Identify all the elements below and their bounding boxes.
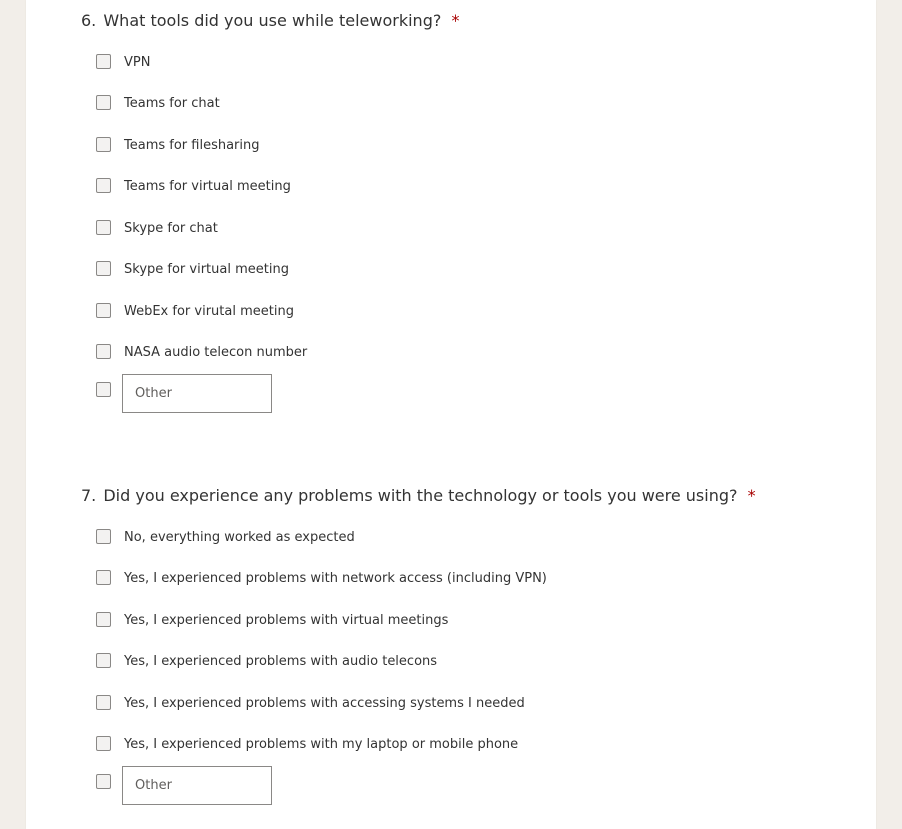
form-card	[26, 0, 876, 829]
checkbox[interactable]	[96, 529, 111, 544]
option-label: Teams for chat	[124, 96, 220, 111]
option-label: No, everything worked as expected	[124, 530, 355, 545]
question-text: What tools did you use while teleworking?	[103, 11, 442, 30]
checkbox[interactable]	[96, 774, 111, 789]
option-label: Skype for chat	[124, 221, 218, 236]
question-6	[81, 10, 460, 360]
checkbox[interactable]	[96, 303, 111, 318]
checkbox[interactable]	[96, 261, 111, 276]
option-label: Yes, I experienced problems with my laptop or mobile phone	[124, 737, 519, 752]
checkbox[interactable]	[96, 570, 111, 585]
other-input[interactable]	[122, 766, 272, 805]
checkbox[interactable]	[96, 220, 111, 235]
question-title	[81, 10, 459, 32]
question-number: 7.	[81, 486, 97, 505]
question-text: Did you experience any problems with the technology or tools you were using?	[103, 486, 738, 505]
checkbox[interactable]	[96, 653, 111, 668]
checkbox[interactable]	[96, 137, 111, 152]
checkbox[interactable]	[96, 736, 111, 751]
checkbox[interactable]	[96, 382, 111, 397]
option-label: Yes, I experienced problems with virtual meetings	[124, 613, 449, 628]
required-asterisk: *	[451, 11, 460, 30]
option-label: Yes, I experienced problems with network access (including VPN)	[124, 571, 547, 586]
required-asterisk: *	[747, 486, 756, 505]
checkbox[interactable]	[96, 695, 111, 710]
option-label: Teams for virtual meeting	[124, 179, 291, 194]
option-label: Teams for filesharing	[124, 138, 260, 153]
question-7	[81, 485, 756, 752]
checkbox[interactable]	[96, 178, 111, 193]
checkbox[interactable]	[96, 612, 111, 627]
option-label: WebEx for virutal meeting	[124, 304, 294, 319]
option-label: Skype for virtual meeting	[124, 262, 289, 277]
checkbox[interactable]	[96, 54, 111, 69]
question-title	[81, 485, 756, 507]
option-label: VPN	[124, 55, 151, 70]
checkbox[interactable]	[96, 95, 111, 110]
option-label: Yes, I experienced problems with accessing systems I needed	[124, 696, 525, 711]
question-number: 6.	[81, 11, 97, 30]
other-input[interactable]	[122, 374, 272, 413]
option-label: NASA audio telecon number	[124, 345, 308, 360]
option-label: Yes, I experienced problems with audio telecons	[124, 654, 438, 669]
checkbox[interactable]	[96, 344, 111, 359]
